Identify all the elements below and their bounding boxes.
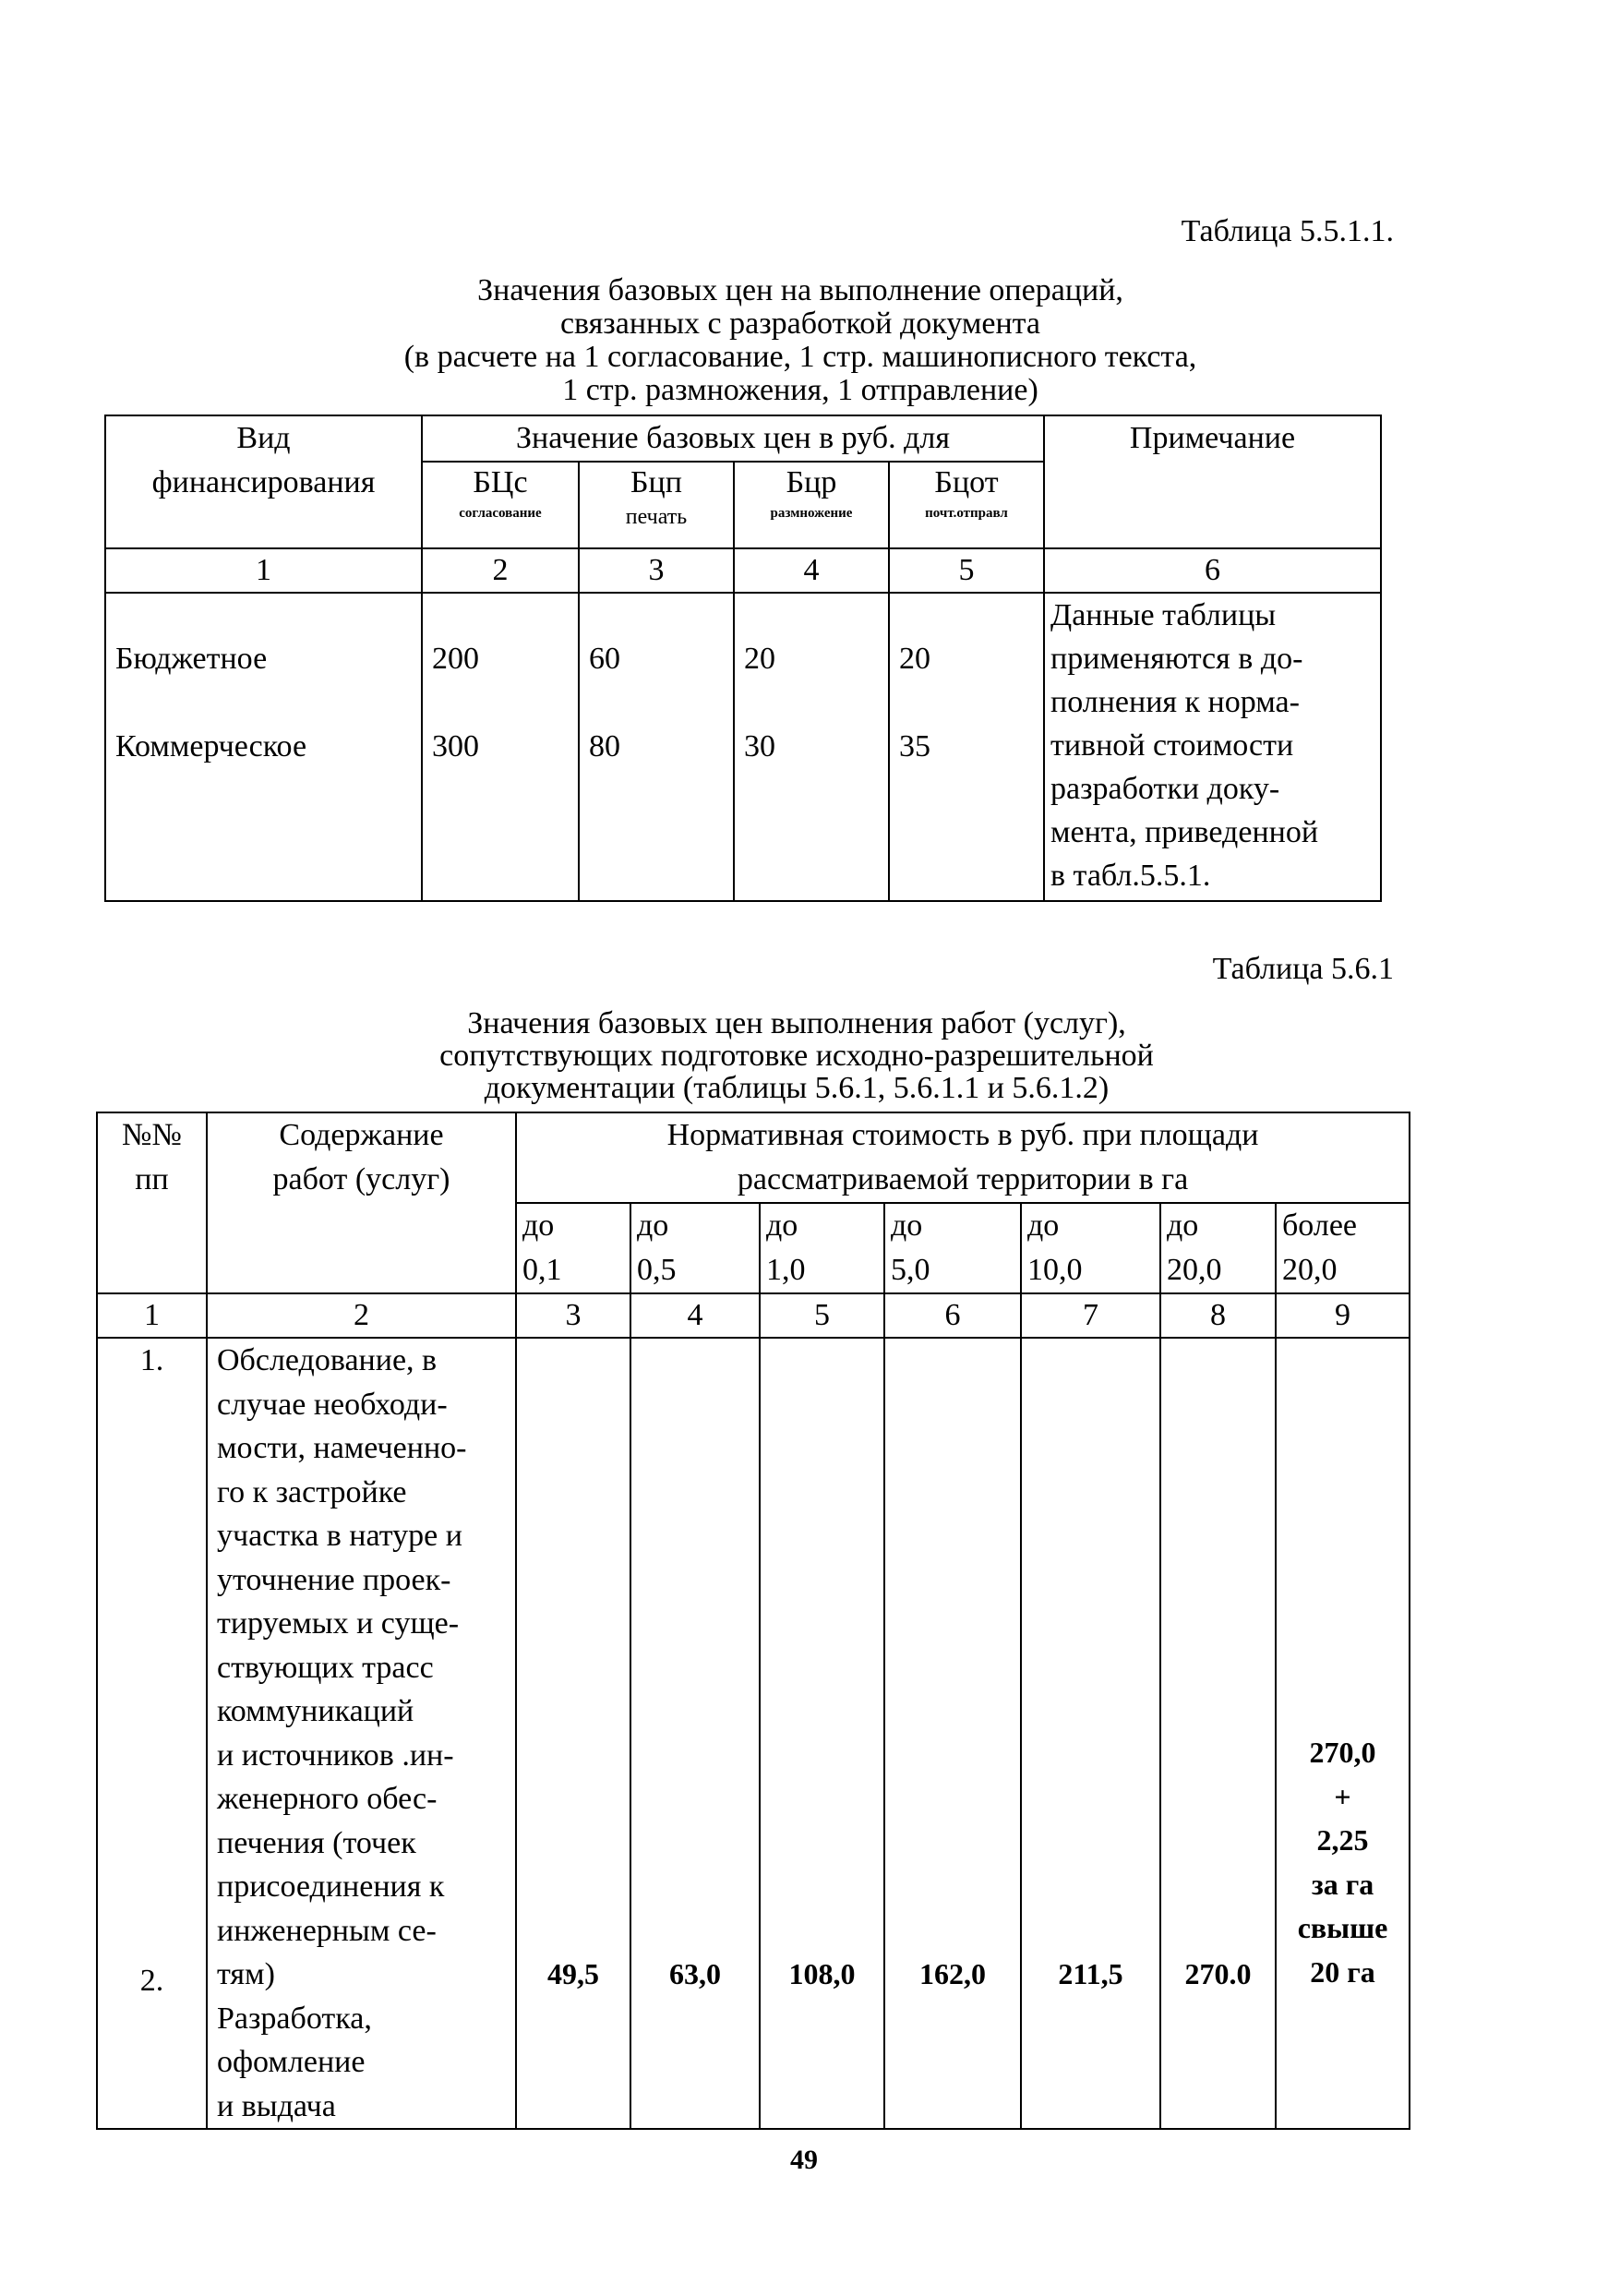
- header-text: пп: [135, 1162, 169, 1196]
- value-cell: [734, 593, 889, 901]
- content-line: ствующих трасс: [217, 1650, 434, 1685]
- note-line: разработки доку-: [1050, 772, 1280, 806]
- content-line: участка в натуре и: [217, 1519, 462, 1553]
- sub-header: [884, 1203, 1021, 1293]
- sub-header-text: 5,0: [891, 1253, 930, 1287]
- value-cell: [1160, 1338, 1276, 2129]
- sub-header-main: Бцот: [934, 465, 999, 499]
- content-line: уточнение проек-: [217, 1562, 451, 1597]
- sub-header: [579, 462, 734, 548]
- column-number: 3: [579, 548, 734, 593]
- sub-header-text: до: [1027, 1208, 1060, 1243]
- table-label: Таблица 5.5.1.1.: [1181, 214, 1394, 248]
- column-number: 9: [1276, 1293, 1410, 1338]
- header-text: работ (услуг): [272, 1162, 450, 1196]
- value-cell: [630, 1338, 760, 2129]
- sub-header: [630, 1203, 760, 1293]
- price-table-2: [96, 1112, 1410, 2130]
- sub-header: [734, 462, 889, 548]
- value-text: 80: [589, 729, 620, 763]
- content-line: Обследование, в: [217, 1343, 438, 1377]
- content-line: го к застройке: [217, 1474, 407, 1509]
- row-names-cell: [105, 593, 422, 901]
- note-line: в табл.5.5.1.: [1050, 859, 1211, 893]
- row-name-budget: Бюджетное: [115, 642, 268, 676]
- value-cell: [1021, 1338, 1160, 2129]
- column-number: 3: [516, 1293, 630, 1338]
- last-col-line: за га: [1311, 1867, 1374, 1901]
- sub-header-text: 1,0: [766, 1253, 806, 1287]
- column-number: 2: [207, 1293, 516, 1338]
- column-number: 6: [884, 1293, 1021, 1338]
- value-text: 211,5: [1058, 1957, 1123, 1990]
- value-cell: [889, 593, 1044, 901]
- value-text: 20: [899, 642, 930, 676]
- row-number: 2.: [139, 1964, 164, 1998]
- header-text: Содержание: [279, 1118, 444, 1152]
- value-text: 300: [432, 729, 479, 763]
- sub-header-text: 0,5: [637, 1253, 677, 1287]
- sub-header-text: более: [1282, 1208, 1357, 1243]
- content-line: женерного обес-: [217, 1782, 438, 1816]
- header-cell: [105, 415, 422, 548]
- value-text: 270.0: [1184, 1957, 1252, 1990]
- column-number: 5: [760, 1293, 884, 1338]
- table-label: Таблица 5.6.1: [1212, 952, 1394, 986]
- value-cell: [422, 593, 579, 901]
- group-header: [516, 1112, 1410, 1203]
- value-cell: [579, 593, 734, 901]
- column-number: 1: [97, 1293, 207, 1338]
- last-col-line: 20 га: [1310, 1954, 1375, 1989]
- header-text: финансирования: [151, 465, 376, 499]
- last-col-cell: [1276, 1338, 1410, 2129]
- sub-header-text: до: [522, 1208, 555, 1243]
- sub-header-text: 10,0: [1027, 1253, 1083, 1287]
- sub-header-text: до: [891, 1208, 923, 1243]
- value-text: 108,0: [788, 1957, 856, 1990]
- sub-header: [1160, 1203, 1276, 1293]
- column-number: 1: [105, 548, 422, 593]
- sub-header-small: печать: [625, 505, 688, 529]
- table-title-line: Значения базовых цен на выполнение операций,: [477, 273, 1123, 307]
- sub-header-text: до: [637, 1208, 669, 1243]
- group-header-text: рассматриваемой территории в га: [737, 1162, 1189, 1196]
- value-text: 200: [432, 642, 479, 676]
- sub-header-text: до: [766, 1208, 798, 1243]
- value-text: 35: [899, 729, 930, 763]
- sub-header-main: Бцп: [630, 465, 682, 499]
- last-col-line: +: [1334, 1779, 1351, 1813]
- last-col-line: 270,0: [1309, 1736, 1376, 1769]
- last-col-line: свыше: [1297, 1911, 1388, 1944]
- value-text: 63,0: [669, 1957, 721, 1990]
- sub-header-text: 20,0: [1282, 1253, 1338, 1287]
- price-table-1: [104, 415, 1382, 902]
- row-number-cell: [97, 1338, 207, 2129]
- value-cell: [516, 1338, 630, 2129]
- sub-header-small: размножение: [770, 506, 853, 521]
- table-title-line: Значения базовых цен выполнения работ (услуг),: [467, 1006, 1126, 1040]
- content-line: мости, намеченно-: [217, 1431, 467, 1465]
- content-line: печения (точек: [217, 1825, 416, 1860]
- value-text: 162,0: [919, 1957, 986, 1990]
- content-line: тям): [217, 1957, 275, 1991]
- value-text: 60: [589, 642, 620, 676]
- content-line: случае необходи-: [217, 1387, 448, 1422]
- sub-header: [1021, 1203, 1160, 1293]
- note-cell: [1044, 593, 1381, 901]
- value-cell: [760, 1338, 884, 2129]
- row-name-commercial: Коммерческое: [115, 729, 307, 763]
- value-text: 20: [744, 642, 775, 676]
- sub-header: [760, 1203, 884, 1293]
- sub-header-main: БЦс: [473, 465, 528, 499]
- value-text: 30: [744, 729, 775, 763]
- table-title-line: (в расчете на 1 согласование, 1 стр. машинописного текста,: [403, 340, 1197, 374]
- header-text: Вид: [236, 421, 291, 455]
- note-line: мента, приведенной: [1050, 815, 1319, 849]
- page-number: 49: [790, 2145, 818, 2175]
- note-line: применяются в до-: [1050, 642, 1303, 676]
- sub-header: [422, 462, 579, 548]
- sub-header-main: Бцр: [786, 465, 837, 499]
- sub-header-small: почт.отправл: [925, 506, 1008, 521]
- value-cell: [884, 1338, 1021, 2129]
- note-header: Примечание: [1044, 415, 1381, 548]
- note-line: Данные таблицы: [1050, 598, 1277, 632]
- value-text: 49,5: [547, 1957, 599, 1990]
- sub-header-small: согласование: [459, 506, 542, 521]
- header-cell: [207, 1112, 516, 1293]
- column-number: 7: [1021, 1293, 1160, 1338]
- table-title-line: документации (таблицы 5.6.1, 5.6.1.1 и 5.6.1.2): [484, 1071, 1110, 1105]
- table-title-line: 1 стр. размножения, 1 отправление): [562, 373, 1038, 407]
- header-text: №№: [122, 1118, 182, 1152]
- sub-header-text: 0,1: [522, 1253, 562, 1287]
- column-number: 2: [422, 548, 579, 593]
- column-number: 8: [1160, 1293, 1276, 1338]
- content-line: коммуникаций: [217, 1694, 414, 1728]
- content-line: инженерным се-: [217, 1913, 437, 1948]
- content-cell: [207, 1338, 516, 2129]
- content-line: и выдача: [217, 2088, 336, 2123]
- content-line: офомление: [217, 2045, 366, 2079]
- row-number: 1.: [139, 1343, 164, 1377]
- column-number: 4: [630, 1293, 760, 1338]
- content-line: тируемых и суще-: [217, 1606, 460, 1641]
- column-number: 4: [734, 548, 889, 593]
- sub-header: [1276, 1203, 1410, 1293]
- sub-header-text: 20,0: [1167, 1253, 1222, 1287]
- column-number: 6: [1044, 548, 1381, 593]
- header-cell: [97, 1112, 207, 1293]
- table-title-line: связанных с разработкой документа: [559, 307, 1041, 341]
- group-header: Значение базовых цен в руб. для: [422, 415, 1044, 462]
- group-header-text: Нормативная стоимость в руб. при площади: [666, 1118, 1259, 1152]
- sub-header: [889, 462, 1044, 548]
- sub-header: [516, 1203, 630, 1293]
- content-line: и источников .ин-: [217, 1737, 454, 1773]
- sub-header-text: до: [1167, 1208, 1199, 1243]
- content-line: присоединения к: [217, 1869, 445, 1904]
- note-line: полнения к норма-: [1050, 685, 1300, 719]
- last-col-line: 2,25: [1316, 1823, 1369, 1857]
- table-title-line: сопутствующих подготовке исходно-разрешительной: [439, 1039, 1154, 1073]
- column-number: 5: [889, 548, 1044, 593]
- note-line: тивной стоимости: [1050, 728, 1294, 763]
- content-line: Разработка,: [217, 2001, 372, 2036]
